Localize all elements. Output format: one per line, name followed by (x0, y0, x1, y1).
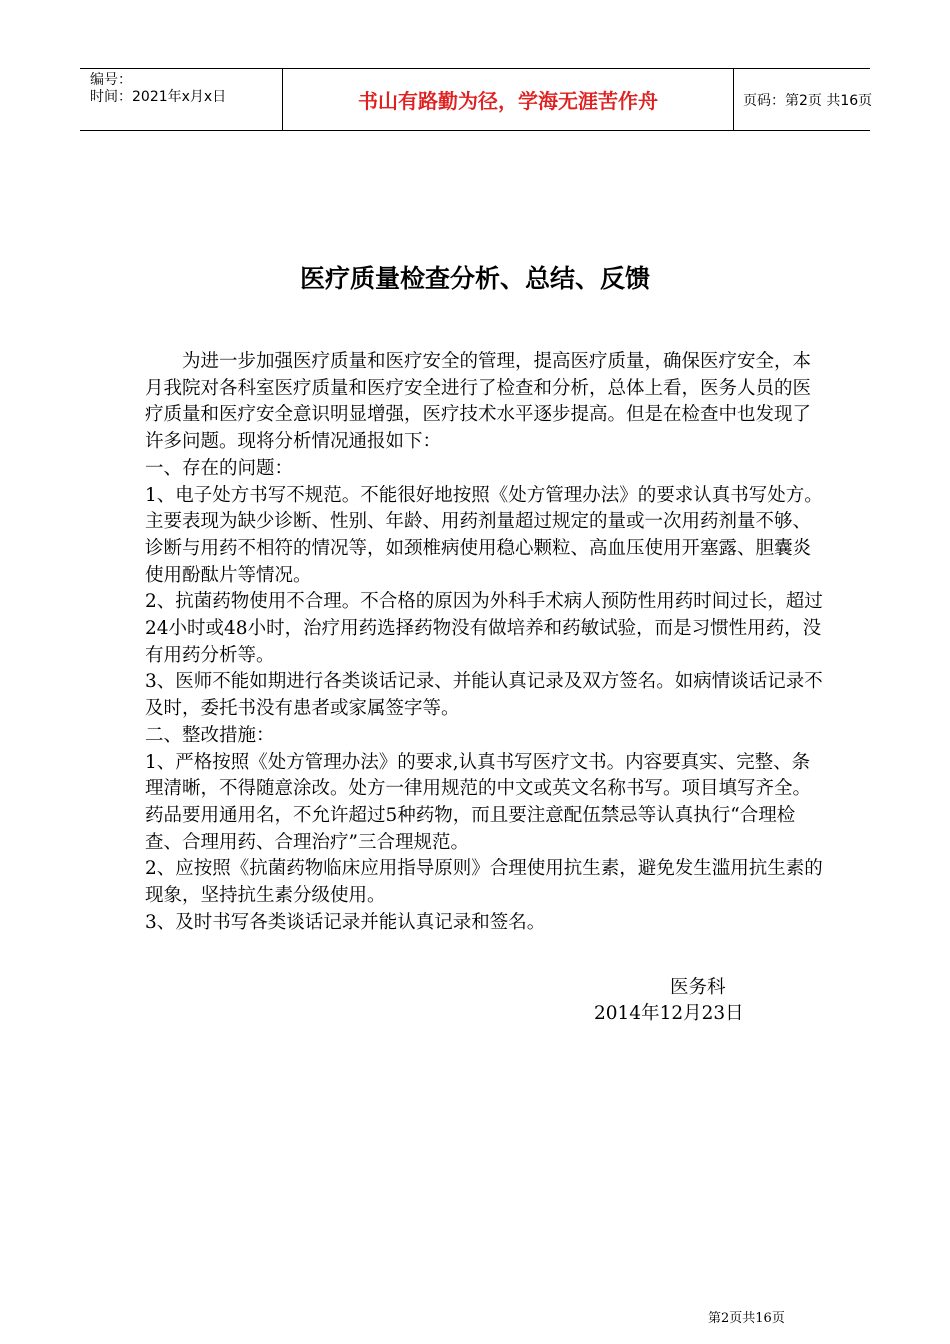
document-number-label: 编号： (90, 72, 132, 88)
section-heading-problems: 一、存在的问题： (145, 457, 294, 479)
signature-date: 2014年12月23日 (594, 1003, 744, 1024)
signature-department: 医务科 (670, 977, 726, 998)
measure-item-3: 3、及时书写各类谈话记录并能认真记录和签名。 (145, 911, 546, 933)
page-header (80, 68, 873, 131)
document-title: 医疗质量检查分析、总结、反馈 (299, 264, 650, 293)
problem-item-2: 2、抗菌药物使用不合理。不合格的原因为外科手术病人预防性用药时间过长，超过24小时或48小时，治疗用药选择药物没有做培养和药敏试验，而是习惯性用药，没有用药分析等。 (145, 591, 823, 666)
header-page-info: 页码：第2页 共16页 (743, 92, 873, 109)
header-motto: 书山有路勤为径，学海无涯苦作舟 (282, 69, 734, 130)
page-footer: 第2页共16页 (708, 1311, 785, 1326)
section-heading-measures: 二、整改措施： (145, 724, 275, 746)
measure-item-2: 2、应按照《抗菌药物临床应用指导原则》合理使用抗生素，避免发生滥用抗生素的现象，坚持抗生素分级使用。 (145, 858, 823, 907)
document-body (145, 349, 825, 936)
problem-item-3: 3、医师不能如期进行各类谈话记录、并能认真记录及双方签名。如病情谈话记录不及时，委托书没有患者或家属签字等。 (145, 671, 823, 720)
problem-item-1: 1、电子处方书写不规范。不能很好地按照《处方管理办法》的要求认真书写处方。主要表现为缺少诊断、性别、年龄、用药剂量超过规定的量或一次用药剂量不够、诊断与用药不相符的情况等，如颈椎病使用稳心颗粒、高血压使用开塞露、胆囊炎使用酚酞片等情况。 (145, 484, 823, 586)
intro-paragraph: 为进一步加强医疗质量和医疗安全的管理，提高医疗质量，确保医疗安全，本月我院对各科室医疗质量和医疗安全进行了检查和分析，总体上看，医务人员的医疗质量和医疗安全意识明显增强，医疗技术水平逐步提高。但是在检查中也发现了许多问题。现将分析情况通报如下： (145, 351, 812, 453)
document-time-label: 时间：2021年x月x日 (90, 89, 227, 105)
header-left-cell (80, 69, 282, 130)
measure-item-1: 1、严格按照《处方管理办法》的要求,认真书写医疗文书。内容要真实、完整、条理清晰，不得随意涂改。处方一律用规范的中文或英文名称书写。项目填写齐全。药品要用通用名，不允许超过5种药物，而且要注意配伍禁忌等认真执行“合理检查、合理用药、合理治疗”三合理规范。 (145, 751, 812, 853)
